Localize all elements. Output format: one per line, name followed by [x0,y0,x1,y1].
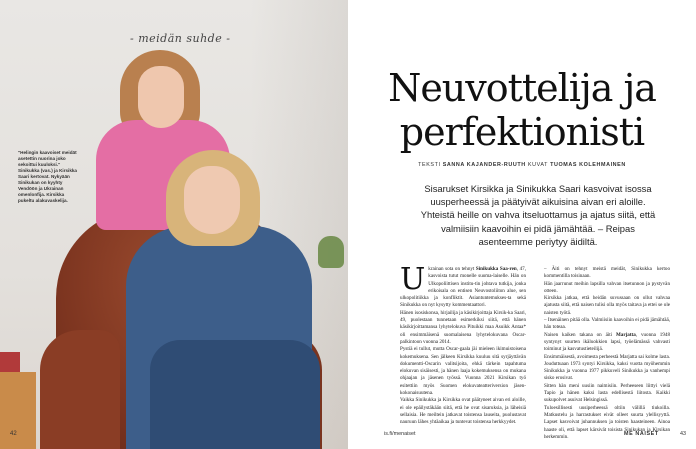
footer-url: is.fi/menaiset [384,431,416,437]
section-heading: - meidän suhde - [130,32,231,45]
photo-caption: "Helingin kaavoiset meidät asetettin nuorina joko sekoittui kuuloksi." Sinikukka (vas.) ja Kirsikka Saari kertovat. Nykyään Sinikukan on kyyhty Vendöön ja Ukrainan omenlonfija. Kirsikka pukeltu alakuvaskelija. [18,150,77,203]
paragraph: Pystiä ei tullut, mutta Oscar-gaala jäi mieleen ikimuistoisena kokemuksena. Sen jälkeen Kirsikka kuuluu sitä syrjäyttävän dokumentti-Oscarin valitsijoita, ehkä tärkein tapahtuma elokuvan sisäisesti, ja hänen laaja kokemuksensa on mukana ohjaajan ja jäsenen työssä. Vuonna 2021 Kirsikan työ esitettiin myös Suomen elokuvateatteriversion jäsen-kokonaisuutena. [400,346,526,397]
paragraph [400,262,526,310]
page-number-right: 43 [680,431,686,437]
title-line-2: perfektionisti [399,110,645,154]
right-page-article [348,0,696,449]
byline-text-label: TEKSTI [418,162,441,168]
paragraph-text: Naisen kaiken takana on äiti [544,331,616,338]
woman-seated-jeans [150,340,320,449]
armchair-left-arm [40,330,120,449]
byline-author: SANNA KAJANDER-RUUTH [442,162,526,168]
footer-magazine-name: ME NAISET [624,431,659,437]
book-stack [0,352,20,372]
wooden-shelf [0,372,36,449]
paragraph-text: krainan sota on tehnyt [428,266,476,272]
green-vase [318,236,344,268]
paragraph-text: , 47, kasvoista tutut monelle suoma-laiselle. Hän on Ulkopoliittisen institu-tin johtava tutkija, jonka erikoisala on entisen Neuvostoliiton alue, sen ulkopolitiikka ja konfliktit. Asiantuntemukses-ta sekä Sinikukka on nyt kysytty kommentaattori. [400,266,526,309]
paragraph: Hänen isosiskonsa, hirjailija ja käsikirjoittaja Kirsik-ka Saari, 49, puolestaan tunnetaan esimerkiksi siitä, että hänen käsikirjoittamansa lyhytelokuva Pituikki maa Asuikk Antaa* oli ensimmäisenä suomalaisena lyhytelokuvana Oscar-palkintoon vuonna 2014. [400,309,526,345]
title-line-1: Neuvottelija ja [388,66,656,110]
byline-photo-label: KUVAT [527,162,548,168]
paragraph: Ensimmäisestä, avoimesta perheestä Marjatta sai kolme lasta. Jouduttuaan 1973 syntyi Kirsikka, kaksi vuotta myöhemmin Sinikukka ja vuonna 1977 pikkuveli Sinikukka ja vanhempi sisko erosivat. [544,353,670,382]
article-lead: Sisarukset Kirsikka ja Sinikukka Saari kasvoivat isossa uusperheessä ja päätyivät aikuisina aivan eri aloille. Yhteistä heille on vahva itseluottamus ja ajatus siitä, että valmiisiin kaavoihin ei pidä jämähtää. – Reipas asenteemme periytyy äidiltä. [420,183,656,247]
byline-photographer: TUOMAS KOLEHMAINEN [550,162,626,168]
paragraph: – Äiti on tehnyt meistä meidät, Sinikukka kertoo kommentilla toisinaan. [544,266,670,280]
paragraph: Hän jaarrunut meihin lapsilla vahvan itsetunnon ja pystyvän otteen. [544,280,670,294]
paragraph: Kirsikka jatkaa, että heidän suvussaan on ollut vahvaa ajatusta siitä, että naisen tulisi olla myös taitava ja ettei se ole naisten työtä. [544,295,670,316]
person-name: Marjatta [615,331,636,338]
body-column-1 [400,262,526,427]
page-number-left: 42 [10,431,17,437]
paragraph: Vaikka Sinikukka ja Kirsikka ovat päätyneet aivan eri aloille, ei ole epäilystäkään siitä, että he ovat sisaruksia, ja läheisiä sellaisia. He meiltein jatkavat toistensa lauseita, puolustavat nauruun lähes yhtäaikaa ja tuntevat toistensa herkkyydet. [400,397,526,426]
person-name: Sinikukka Saa-ren [475,266,517,272]
byline [348,162,696,168]
body-column-2 [544,266,670,441]
paragraph: Tuloesillisesti uusiperheessä oltiin välillä tiukoilla. Matkustelu ja harrastukset eivät olleet suurta ylellisyyttä. Lapset kasvoivat juhannuksen ja toisten haasteineen. Ainoa haaste oli, että lapset kärsivät toisista Sinikukan ja Kirsikan herkemmin. [544,404,670,440]
paragraph [544,332,670,354]
woman-standing-face [138,66,184,128]
article-title [348,66,696,154]
woman-seated-face [184,166,240,234]
paragraph: – Itsenäinen pitää olla. Valmiisiin kaavoihin ei pidä jämähtää, hän toteaa. [544,317,670,331]
drop-cap: U [400,262,426,297]
paragraph-text: , vuonna 1948 syntynyt suurten ikäluokkien lapsi, työelämässä vahvasti toiminut ja kasvatustieteilijä. [544,331,670,353]
paragraph: Sitten hän meni uusiin naimisiin. Perheeseen liittyi vielä Tapio ja hänen kaksi lasta edellisestä liitosta. Kaikki sukupolvet asuivat Helsingissä. [544,382,670,404]
